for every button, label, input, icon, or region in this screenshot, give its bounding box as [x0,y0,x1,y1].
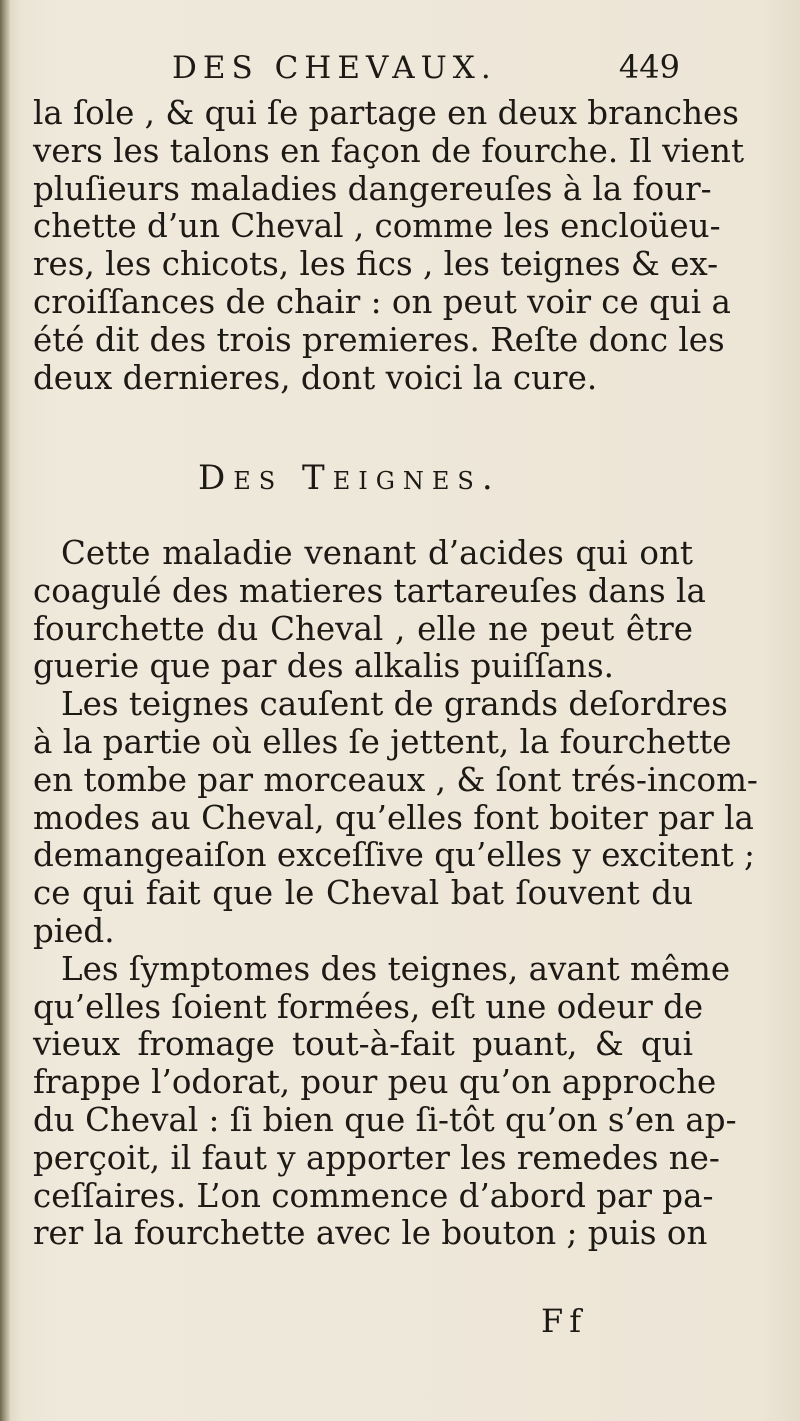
text-line: la ſole , & qui ſe partage en deux branches [33,94,739,132]
text-line: ceſſaires. L’on commence d’abord par pa- [33,1176,714,1215]
text-line: modes au Cheval, qu’elles font boiter par la [33,798,754,837]
text-line: été dit des trois premieres. Reſte donc les [33,320,725,359]
text-line: res, les chicots, les fics , les teignes & ex- [33,245,719,284]
text-line: coagulé des matieres tartareuſes dans la [33,571,706,610]
text-line: guerie que par des alkalis puiſſans. [33,647,615,686]
page-number: 449 [618,48,680,86]
text-line: qu’elles ſoient formées, eſt une odeur de [33,987,704,1026]
paragraph-continuation [33,94,745,397]
text-line: chette d’un Cheval , comme les encloüeu- [33,207,721,246]
text-line: rer la fourchette avec le bouton ; puis on [33,1214,708,1253]
text-line: du Cheval : ſi bien que ſi-tôt qu’on s’en ap- [33,1100,737,1139]
text-line: pluſieurs maladies dangereuſes à la four- [33,169,712,208]
text-line: Cette maladie venant d’acides qui ont [61,534,693,572]
page-header [172,44,692,94]
text-line: en tombe par morceaux , & ſont trés-incom- [33,760,758,799]
page-gutter [0,0,10,1421]
text-line: vieux fromage tout-à-fait puant, & qui [33,1025,693,1064]
section-body [33,534,758,1253]
text-line: ce qui fait que le Cheval bat ſouvent du [33,874,693,913]
text-line: Les ſymptomes des teignes, avant même [61,949,731,988]
running-head: DES CHEVAUX. [172,50,497,86]
text-line: fourchette du Cheval , elle ne peut être [33,609,693,648]
text-line: vers les talons en façon de fourche. Il vient [33,131,745,170]
text-line: deux dernieres, dont voici la cure. [33,358,598,397]
text-line: croiſſances de chair : on peut voir ce qui a [33,282,731,321]
text-line: perçoit, il faut y apporter les remedes ne- [33,1138,720,1177]
text-line: demangeaiſon exceſſive qu’elles y excitent ; [33,836,755,875]
text-line: à la partie où elles ſe jettent, la fourchette [33,722,732,761]
section-title: Des Teignes. [198,458,501,498]
signature-mark: Ff [541,1302,588,1340]
text-line: frappe l’odorat, pour peu qu’on approche [33,1063,717,1102]
text-line: pied. [33,911,115,950]
text-line: Les teignes cauſent de grands deſordres [61,685,728,724]
